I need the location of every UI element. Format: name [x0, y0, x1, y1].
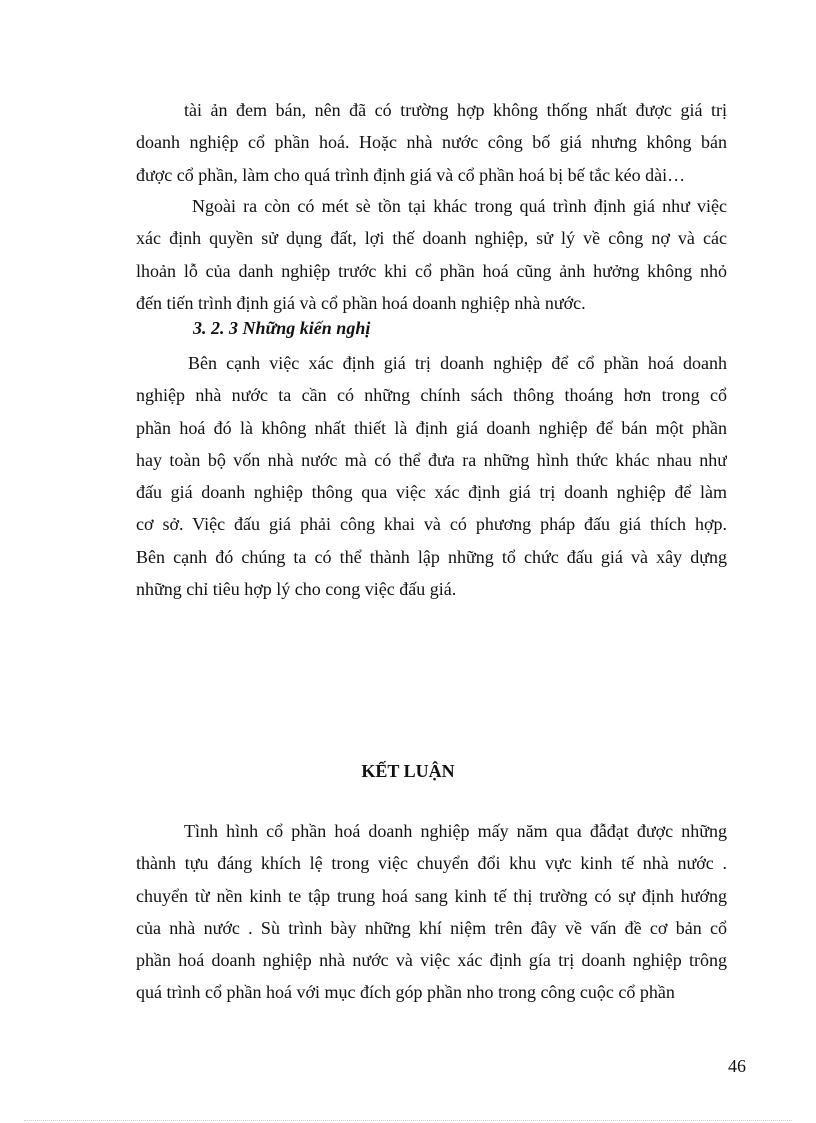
- paragraph-4-line: của nhà nước . Sù trình bày những khí niệm trên đây về vấn đề cơ bản cổ: [136, 917, 727, 938]
- paragraph-1-line: được cổ phần, làm cho quá trình định giá và cổ phần hoá bị bế tắc kéo dài…: [136, 164, 686, 185]
- paragraph-3-line: Bên cạnh đó chúng ta có thể thành lập những tổ chức đấu giá và xây dựng: [136, 546, 727, 567]
- conclusion-title: KẾT LUẬN: [361, 761, 455, 781]
- paragraph-1-line: doanh nghiệp cổ phần hoá. Hoặc nhà nước công bố giá nhưng không bán: [136, 132, 727, 153]
- paragraph-3-line: cơ sở. Việc đấu giá phải công khai và có phương pháp đấu giá thích hợp.: [136, 514, 727, 535]
- page-bottom-divider: [24, 1120, 792, 1121]
- paragraph-1: [136, 94, 727, 191]
- paragraph-4-line: thành tựu đáng khích lệ trong việc chuyển đổi khu vực kinh tế nhà nước .: [136, 853, 727, 874]
- paragraph-3: [136, 347, 727, 605]
- paragraph-2-line: Ngoài ra còn có mét sè tồn tại khác trong quá trình định giá như việc: [192, 196, 727, 216]
- paragraph-4-line: quá trình cổ phần hoá với mục đích góp phần nho trong công cuộc cổ phần: [136, 982, 675, 1003]
- paragraph-2: [136, 190, 727, 319]
- paragraph-1-line: tài ản đem bán, nên đã có trường hợp không thống nhất được giá trị: [184, 100, 727, 120]
- paragraph-3-line: Bên cạnh việc xác định giá trị doanh nghiệp để cổ phần hoá doanh: [188, 353, 727, 373]
- paragraph-3-line: nghiệp nhà nước ta cần có những chính sách thông thoáng hơn trong cổ: [136, 385, 727, 406]
- page-number: 46: [728, 1056, 746, 1076]
- paragraph-3-line: phần hoá đó là không nhất thiết là định giá doanh nghiệp để bán một phần: [136, 417, 727, 438]
- paragraph-4-line: Tình hình cổ phần hoá doanh nghiệp mấy năm qua đẫđạt được những: [184, 821, 727, 841]
- paragraph-2-line: xác định quyền sử dụng đất, lợi thế doanh nghiệp, sử lý về công nợ và các: [136, 228, 727, 249]
- paragraph-4: [136, 815, 727, 1009]
- paragraph-3-line: những chỉ tiêu hợp lý cho cong việc đấu giá.: [136, 579, 457, 600]
- paragraph-2-line: đến tiến trình định giá và cổ phần hoá doanh nghiệp nhà nước.: [136, 292, 586, 313]
- paragraph-4-line: phần hoá doanh nghiệp nhà nước và việc xác định gía trị doanh nghiệp trông: [136, 950, 727, 971]
- paragraph-4-line: chuyển từ nền kinh te tập trung hoá sang kinh tế thị trường có sự định hướng: [136, 885, 727, 906]
- paragraph-2-line: lhoản lỗ của danh nghiệp trước khi cổ phần hoá cũng ảnh hưởng không nhỏ: [136, 260, 727, 281]
- paragraph-3-line: hay toàn bộ vốn nhà nước mà có thể đưa ra những hình thức khác nhau như: [136, 449, 727, 470]
- section-heading: 3. 2. 3 Những kiến nghị: [193, 318, 371, 338]
- paragraph-3-line: đấu giá doanh nghiệp thông qua việc xác định giá trị doanh nghiệp để làm: [136, 482, 727, 503]
